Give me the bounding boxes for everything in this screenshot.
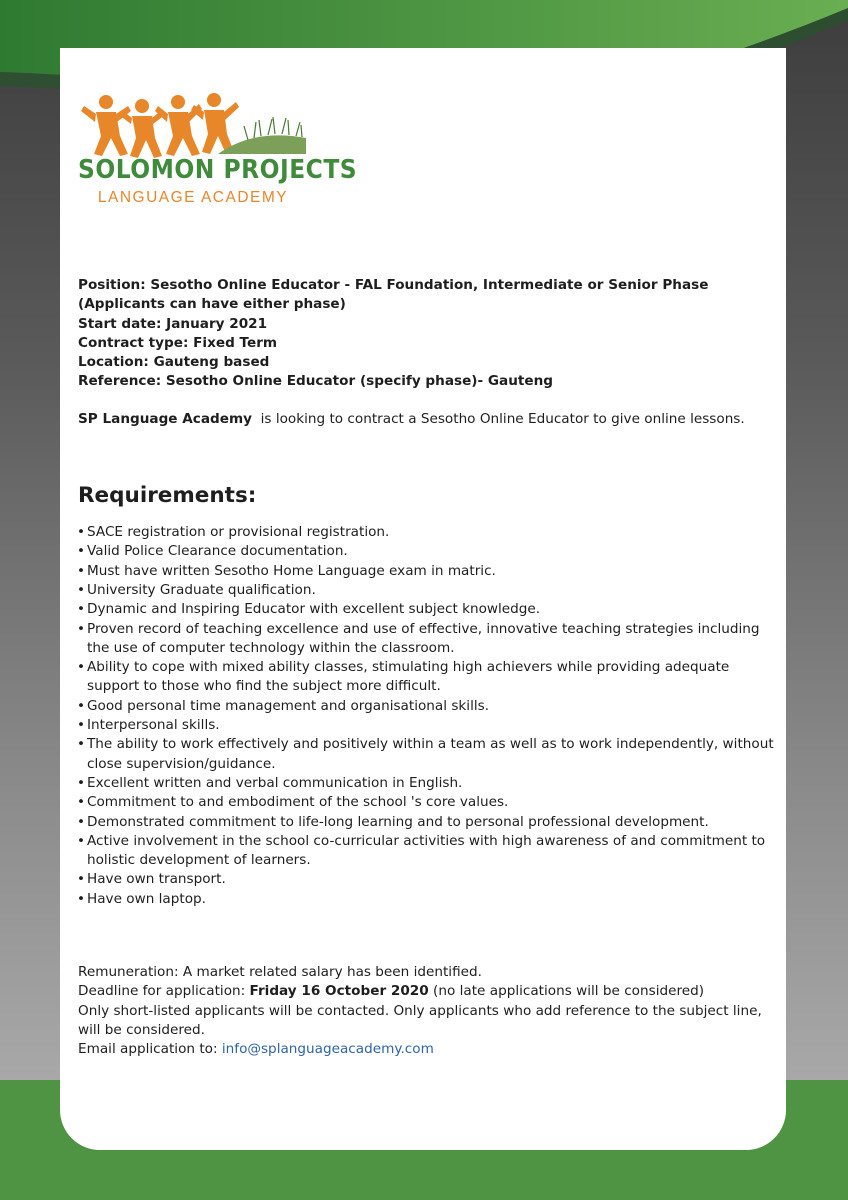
list-item: • Active involvement in the school co-curricular activities with high awareness of and commitment to holistic development of learners. bbox=[78, 832, 778, 871]
contract-type-line: Contract type: Fixed Term bbox=[78, 334, 278, 351]
job-details bbox=[78, 276, 778, 392]
company-logo bbox=[78, 92, 358, 217]
four-children-logo-icon bbox=[78, 92, 308, 162]
requirements-heading: Requirements: bbox=[78, 483, 257, 509]
list-item: • SACE registration or provisional registration. bbox=[78, 523, 778, 542]
org-name: SP Language Academy bbox=[78, 410, 252, 427]
intro-paragraph bbox=[78, 410, 778, 429]
remuneration-line: Remuneration: A market related salary has been identified. bbox=[78, 964, 482, 981]
deadline-note: (no late applications will be considered) bbox=[428, 983, 705, 1000]
list-item: • Commitment to and embodiment of the school 's core values. bbox=[78, 793, 778, 812]
deadline-label: Deadline for application: bbox=[78, 983, 250, 1000]
list-item: • Demonstrated commitment to life-long learning and to personal professional development. bbox=[78, 813, 778, 832]
intro-text: is looking to contract a Sesotho Online Educator to give online lessons. bbox=[252, 410, 745, 427]
list-item: • Valid Police Clearance documentation. bbox=[78, 542, 778, 561]
logo-subtitle: LANGUAGE ACADEMY bbox=[97, 189, 289, 206]
email-link[interactable]: info@splanguageacademy.com bbox=[221, 1041, 434, 1058]
list-item: • Interpersonal skills. bbox=[78, 716, 778, 735]
grass-hill-icon bbox=[218, 117, 306, 154]
list-item: • Have own transport. bbox=[78, 870, 778, 889]
list-item: • The ability to work effectively and positively within a team as well as to work independently, without close supervision/guidance. bbox=[78, 735, 778, 774]
list-item: • University Graduate qualification. bbox=[78, 581, 778, 600]
start-date-line: Start date: January 2021 bbox=[78, 315, 268, 332]
position-line: Position: Sesotho Online Educator - FAL Foundation, Intermediate or Senior Phase bbox=[78, 277, 709, 293]
application-info bbox=[78, 963, 778, 1059]
requirements-list bbox=[78, 523, 778, 909]
list-item: • Dynamic and Inspiring Educator with excellent subject knowledge. bbox=[78, 600, 778, 619]
list-item: • Have own laptop. bbox=[78, 890, 778, 909]
location-line: Location: Gauteng based bbox=[78, 354, 270, 371]
list-item: • Excellent written and verbal communication in English. bbox=[78, 774, 778, 793]
list-item: • Ability to cope with mixed ability classes, stimulating high achievers while providing adequate support to those who find the subject more difficult. bbox=[78, 658, 778, 697]
list-item: • Proven record of teaching excellence and use of effective, innovative teaching strategies including the use of computer technology within the classroom. bbox=[78, 620, 778, 659]
list-item: • Must have written Sesotho Home Language exam in matric. bbox=[78, 562, 778, 581]
shortlist-note: Only short-listed applicants will be contacted. Only applicants who add reference to the subject line, will be considered. bbox=[78, 1002, 762, 1038]
posting-content bbox=[78, 276, 778, 1060]
email-line bbox=[78, 1040, 778, 1059]
deadline-date: Friday 16 October 2020 bbox=[249, 983, 429, 1000]
email-label: Email application to: bbox=[78, 1041, 222, 1058]
deadline-line bbox=[78, 982, 778, 1001]
list-item: • Good personal time management and organisational skills. bbox=[78, 697, 778, 716]
reference-line: Reference: Sesotho Online Educator (specify phase)- Gauteng bbox=[78, 373, 554, 390]
job-posting-card bbox=[60, 48, 786, 1150]
position-note: (Applicants can have either phase) bbox=[78, 296, 346, 313]
logo-name: SOLOMON PROJECTS bbox=[78, 155, 358, 185]
